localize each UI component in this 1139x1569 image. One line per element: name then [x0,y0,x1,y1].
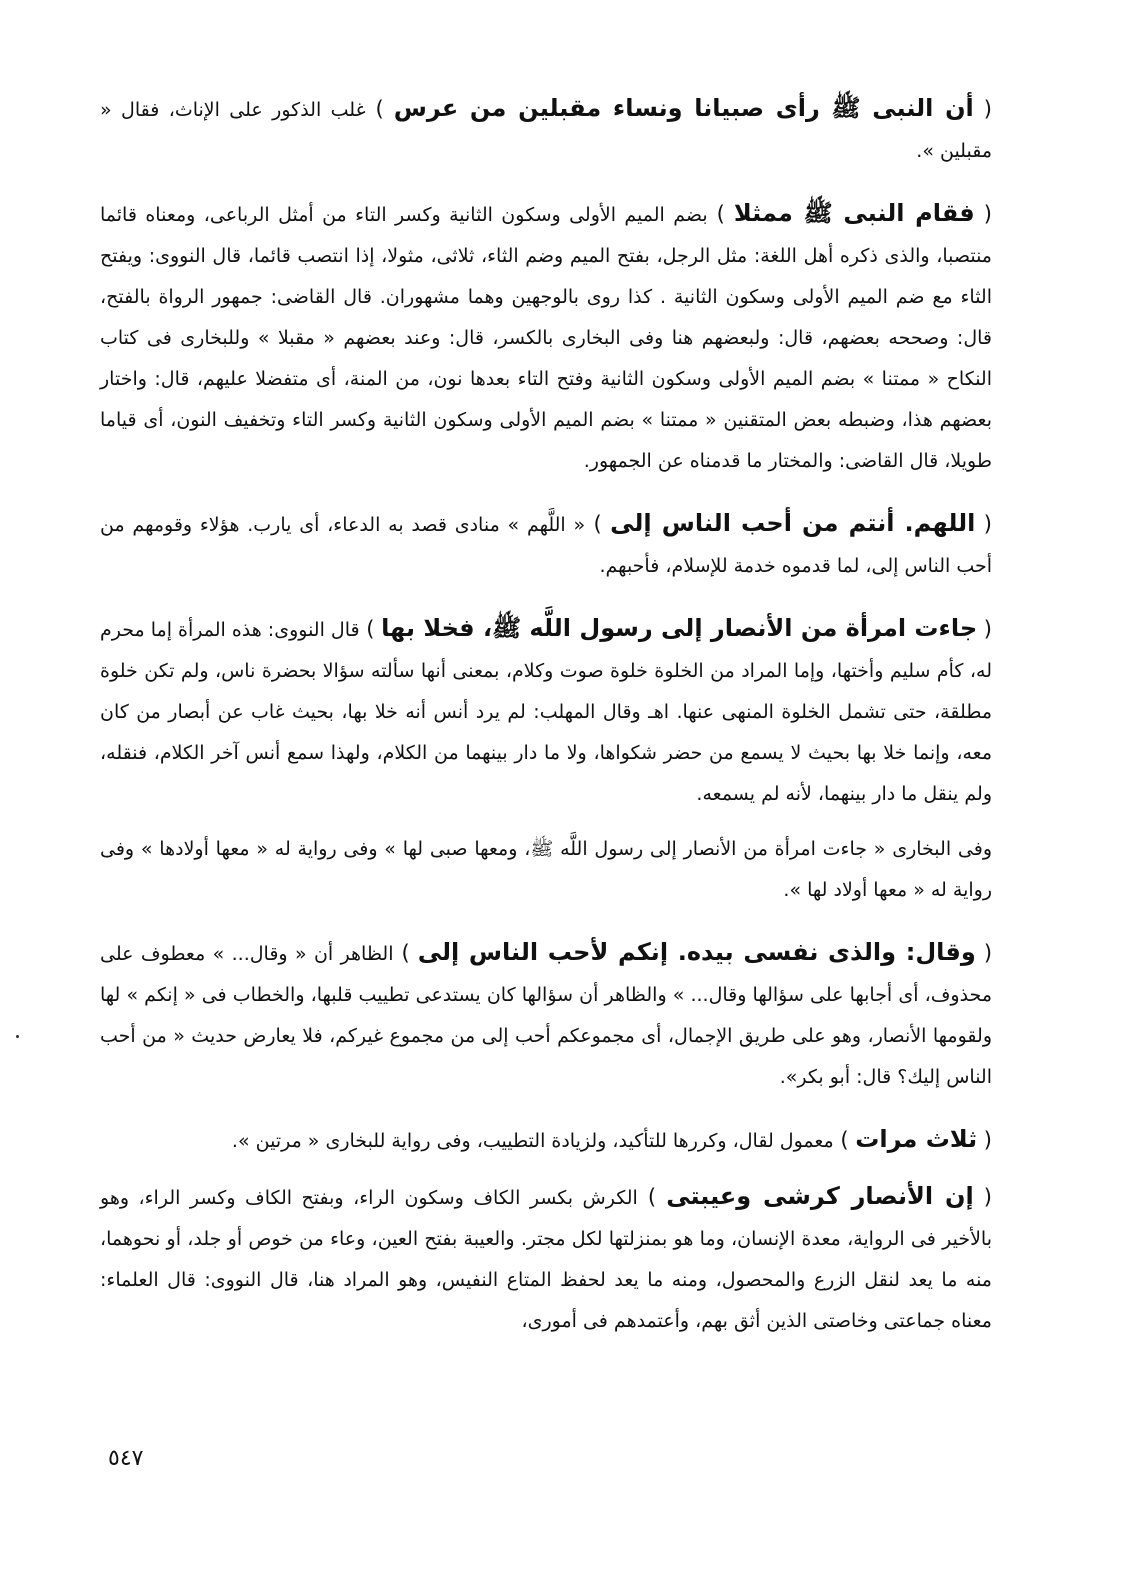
commentary-paragraph-4: ( جاءت امرأة من الأنصار إلى رسول اللَّه ﷺ، فخلا بها ) قال النووى: هذه المرأة إما محرم له، كأم سليم وأختها، وإما المراد من الخلوة خلوة صوت وكلام، بمعنى أنها سألته سؤالا بحضرة ناس، ولم تكن خلوة مطلقة، حتى تشمل الخلوة المنهى عنها. اهـ وقال المهلب: لم يرد أنس أنه خلا بها، بحيث غاب عن أبصار من كان معه، وإنما خلا بها بحيث لا يسمع من حضر شكواها، ولا ما دار بينهما من الكلام، ولهذا سمع أنس آخر الكلام، فنقله، ولم ينقل ما دار بينهما، لأنه لم يسمعه. [100,614,992,805]
commentary-paragraph-6: ( وقال: والذى نفسى بيده. إنكم لأحب الناس إلى ) الظاهر أن « وقال... » معطوف على محذوف، أى أجابها على سؤالها وقال... » والظاهر أن سؤالها كان يستدعى تطييب قلبها، والخطاب فى « إنكم » لها ولقومها الأنصار، وهو على طريق الإجمال، أى مجموعكم أحب إلى من مجموع غيركم، فلا يعارض حديث « من أحب الناس إليك؟ قال: أبو بكر». [100,938,993,1088]
commentary-paragraph-1: ( أن النبى ﷺ رأى صبيانا ونساء مقبلين من عرس ) غلب الذكور على الإناث، فقال « مقبلين ». [100,94,993,162]
hadith-lemma-2: فقام النبى ﷺ ممثلا [733,199,975,227]
commentary-text-7: معمول لقال، وكررها للتأكيد، ولزيادة التطييب، وفى رواية للبخارى « مرتين ». [231,1130,834,1152]
commentary-paragraph-5 [100,829,992,911]
commentary-text-3: « اللَّهم » منادى قصد به الدعاء، أى يارب. هؤلاء وقومهم من أحب الناس إلى، لما قدموه خدمة للإسلام، فأحبهم. [100,514,992,577]
commentary-text-1: غلب الذكور على الإناث، فقال « مقبلين ». [100,99,992,162]
hadith-lemma-8: إن الأنصار كرشى وعيبتى [666,1182,974,1210]
page-body [100,88,992,1363]
page-number: ٥٤٧ [108,1446,144,1471]
commentary-text-8: الكرش بكسر الكاف وسكون الراء، وبفتح الكاف وكسر الراء، وهو بالأخير فى الرواية، معدة الإنسان، وما هو بمنزلتها لكل مجتر. والعيبة بفتح العين، وعاء من خوص أو جلد، أو نحوهما، منه ما يعد لنقل الزرع والمحصول، ومنه ما يعد لحفظ المتاع النفيس، وهو المراد هنا، قال النووى: قال العلماء: معناه جماعتى وخاصتى الذين أثق بهم، وأعتمدهم فى أمورى، [100,1187,992,1332]
commentary-paragraph-2: ( فقام النبى ﷺ ممثلا ) بضم الميم الأولى وسكون الثانية وكسر التاء من أمثل الرباعى، ومعناه قائما منتصبا، والذى ذكره أهل اللغة: مثل الرجل، بفتح الميم وضم الثاء، ثلاثى، مثولا، إذا انتصب قائما، قال النووى: ويفتح الثاء مع ضم الميم الأولى وسكون الثانية . كذا روى بالوجهين وهما مشهوران. قال القاضى: جمهور الرواة بالفتح، قال: وصححه بعضهم، قال: ولبعضهم هنا وفى البخارى بالكسر، قال: وعند بعضهم « مقبلا » وللبخارى فى كتاب النكاح « ممتنا » بضم الميم الأولى وسكون الثانية وفتح التاء بعدها نون، من المنة، أى متفضلا عليهم، قال: واختار بعضهم هذا، وضبطه بعض المتقنين « ممتنا » بضم الميم الأولى وسكون الثانية وكسر التاء وتخفيف النون، أى قياما طويلا، قال القاضى: والمختار ما قدمناه عن الجمهور. [100,199,993,472]
hadith-lemma-3: اللهم. أنتم من أحب الناس إلى [610,509,976,537]
hadith-lemma-4: جاءت امرأة من الأنصار إلى رسول اللَّه ﷺ، فخلا بها [381,614,978,642]
commentary-paragraph-8: ( إن الأنصار كرشى وعيبتى ) الكرش بكسر الكاف وسكون الراء، وبفتح الكاف وكسر الراء، وهو بالأخير فى الرواية، معدة الإنسان، وما هو بمنزلتها لكل مجتر. والعيبة بفتح العين، وعاء من خوص أو جلد، أو نحوهما، منه ما يعد لنقل الزرع والمحصول، ومنه ما يعد لحفظ المتاع النفيس، وهو المراد هنا، قال النووى: قال العلماء: معناه جماعتى وخاصتى الذين أثق بهم، وأعتمدهم فى أمورى، [100,1182,992,1332]
commentary-text-4: قال النووى: هذه المرأة إما محرم له، كأم سليم وأختها، وإما المراد من الخلوة خلوة صوت وكلام، بمعنى أنها سألته سؤالا بحضرة ناس، ولم تكن خلوة مطلقة، حتى تشمل الخلوة المنهى عنها. اهـ وقال المهلب: لم يرد أنس أنه خلا بها، بحيث غاب عن أبصار من كان معه، وإنما خلا بها بحيث لا يسمع من حضر شكواها، ولا ما دار بينهما من الكلام، ولهذا سمع أنس آخر الكلام، فنقله، ولم ينقل ما دار بينهما، لأنه لم يسمعه. [100,619,992,805]
commentary-text-6: الظاهر أن « وقال... » معطوف على محذوف، أى أجابها على سؤالها وقال... » والظاهر أن سؤالها كان يستدعى تطييب قلبها، والخطاب فى « إنكم » لها ولقومها الأنصار، وهو على طريق الإجمال، أى مجموعكم أحب إلى من مجموع غيركم، فلا يعارض حديث « من أحب الناس إليك؟ قال: أبو بكر». [100,943,992,1088]
hadith-lemma-6: وقال: والذى نفسى بيده. إنكم لأحب الناس إلى [417,938,976,966]
commentary-paragraph-7: ( ثلاث مرات ) معمول لقال، وكررها للتأكيد، ولزيادة التطييب، وفى رواية للبخارى « مرتين ». [231,1125,992,1153]
commentary-text-5: وفى البخارى « جاءت امرأة من الأنصار إلى رسول اللَّه ﷺ، ومعها صبى لها » وفى رواية له « معها أولادها » وفى رواية له « معها أولاد لها ». [100,838,992,901]
commentary-text-2: بضم الميم الأولى وسكون الثانية وكسر التاء من أمثل الرباعى، ومعناه قائما منتصبا، والذى ذكره أهل اللغة: مثل الرجل، بفتح الميم وضم الثاء، ثلاثى، مثولا، إذا انتصب قائما، قال النووى: ويفتح الثاء مع ضم الميم الأولى وسكون الثانية . كذا روى بالوجهين وهما مشهوران. قال القاضى: جمهور الرواة بالفتح، قال: وصححه بعضهم، قال: ولبعضهم هنا وفى البخارى بالكسر، قال: وعند بعضهم « مقبلا » وللبخارى فى كتاب النكاح « ممتنا » بضم الميم الأولى وسكون الثانية وفتح التاء بعدها نون، من المنة، أى متفضلا عليهم، قال: واختار بعضهم هذا، وضبطه بعض المتقنين « ممتنا » بضم الميم الأولى وسكون الثانية وكسر التاء وتخفيف النون، أى قياما طويلا، قال القاضى: والمختار ما قدمناه عن الجمهور. [100,204,992,472]
hadith-lemma-7: ثلاث مرات [855,1125,978,1153]
hadith-lemma-1: أن النبى ﷺ رأى صبيانا ونساء مقبلين من عرس [393,94,974,122]
scan-speck [16,1035,19,1038]
commentary-paragraph-3: ( اللهم. أنتم من أحب الناس إلى ) « اللَّهم » منادى قصد به الدعاء، أى يارب. هؤلاء وقومهم من أحب الناس إلى، لما قدموه خدمة للإسلام، فأحبهم. [100,509,992,577]
